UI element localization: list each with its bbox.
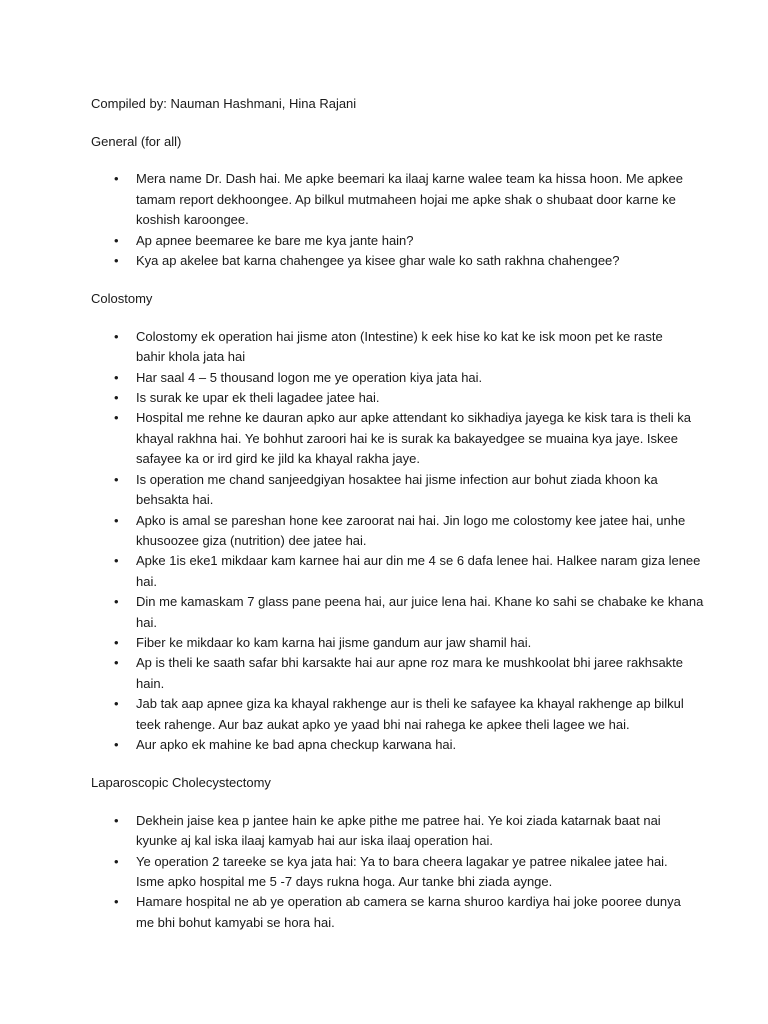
list-item-line: Is surak ke upar ek theli lagadee jatee hai. bbox=[136, 390, 380, 406]
list-item-line: bahir khola jata hai bbox=[136, 349, 246, 365]
list-item-line: Ap is theli ke saath safar bhi karsakte hai aur apne roz mara ke mushkoolat bhi jaree rakhsakte bbox=[136, 655, 684, 671]
bullet-icon: • bbox=[114, 410, 119, 426]
spacer bbox=[91, 114, 691, 132]
bullet-icon: • bbox=[114, 369, 119, 385]
list-item bbox=[91, 511, 691, 552]
bullet-icon: • bbox=[114, 390, 119, 406]
list-item-line: Din me kamaskam 7 glass pane peena hai, aur juice lena hai. Khane ko sahi se chabake ke khana bbox=[136, 594, 704, 610]
list-item-line: Hamare hospital ne ab ye operation ab camera se karna shuroo kardiya hai joke pooree dunya bbox=[136, 894, 681, 910]
list-item bbox=[91, 231, 691, 251]
list-item bbox=[91, 551, 701, 592]
list-item-line: Har saal 4 – 5 thousand logon me ye operation kiya jata hai. bbox=[136, 369, 483, 385]
list-item-line: hai. bbox=[136, 573, 157, 589]
list-item-line: behsakta hai. bbox=[136, 492, 214, 508]
bullet-icon: • bbox=[114, 253, 119, 269]
section-heading: General (for all) bbox=[91, 134, 182, 149]
spacer bbox=[91, 152, 691, 169]
bullet-icon: • bbox=[114, 655, 119, 671]
spacer bbox=[91, 794, 691, 811]
bullet-icon: • bbox=[114, 736, 119, 752]
bullet-list bbox=[91, 169, 691, 271]
list-item-line: Aur apko ek mahine ke bad apna checkup karwana hai. bbox=[136, 736, 457, 752]
list-item bbox=[91, 592, 704, 633]
bullet-icon: • bbox=[114, 512, 119, 528]
list-item-line: kyunke aj kal iska ilaaj kamyab hai aur iska ilaaj operation hai. bbox=[136, 833, 493, 849]
sections-container bbox=[91, 132, 704, 933]
list-item-line: Apko is amal se pareshan hone kee zaroorat nai hai. Jin logo me colostomy kee jatee hai, unhe bbox=[136, 512, 686, 528]
document-body bbox=[91, 94, 704, 933]
list-item bbox=[91, 408, 691, 469]
list-item bbox=[91, 169, 691, 230]
list-item-line: Isme apko hospital me 5 -7 days rukna hoga. Aur tanke bhi ziada aynge. bbox=[136, 874, 553, 889]
list-item-line: Dekhein jaise kea p jantee hain ke apke pithe me patree hai. Ye koi ziada katarnak baat nai bbox=[136, 812, 661, 828]
list-item-line: Mera name Dr. Dash hai. Me apke beemari ka ilaaj karne walee team ka hissa hoon. Me apkee bbox=[136, 171, 684, 187]
list-item bbox=[91, 892, 691, 933]
list-item-line: me bhi bohut kamyabi se hora hai. bbox=[136, 914, 335, 930]
list-item bbox=[91, 852, 691, 893]
list-item bbox=[91, 327, 691, 368]
section-heading: Laparoscopic Cholecystectomy bbox=[91, 775, 271, 791]
list-item bbox=[91, 653, 691, 694]
spacer bbox=[91, 310, 691, 327]
list-item-line: tamam report dekhoongee. Ap bilkul mutmaheen hojai me apke shak o shubaat door karne ke bbox=[136, 191, 676, 207]
bullet-icon: • bbox=[114, 232, 119, 248]
list-item bbox=[91, 811, 691, 852]
list-item bbox=[91, 251, 691, 271]
list-item bbox=[91, 470, 691, 511]
bullet-list bbox=[91, 811, 691, 933]
list-item-line: safayee ka or ird gird ke jild ka khayal rakha jaye. bbox=[136, 451, 420, 467]
list-item-line: Ap apnee beemaree ke bare me kya jante hain? bbox=[136, 232, 414, 248]
list-item-line: teek rahenge. Aur baz aukat apko ye yaad bhi nai rahega ke apkee theli lagee we hai. bbox=[136, 716, 630, 732]
bullet-icon: • bbox=[114, 634, 119, 650]
compiled-by-line: Compiled by: Nauman Hashmani, Hina Rajani bbox=[91, 96, 357, 111]
list-item-line: hain. bbox=[136, 675, 165, 691]
list-item-line: koshish karoongee. bbox=[136, 212, 249, 228]
list-item-line: Kya ap akelee bat karna chahengee ya kisee ghar wale ko sath rakhna chahengee? bbox=[136, 253, 620, 269]
list-item-line: Ye operation 2 tareeke se kya jata hai: Ya to bara cheera lagakar ye patree nikalee jatee hai. bbox=[136, 853, 668, 869]
section-heading: Colostomy bbox=[91, 291, 153, 307]
list-item bbox=[91, 694, 691, 735]
list-item-line: Is operation me chand sanjeedgiyan hosaktee hai jisme infection aur bohut ziada khoon ka bbox=[136, 471, 658, 487]
bullet-icon: • bbox=[114, 853, 119, 869]
list-item bbox=[91, 388, 691, 408]
bullet-icon: • bbox=[114, 894, 119, 910]
spacer bbox=[91, 271, 691, 289]
list-item-line: Jab tak aap apnee giza ka khayal rakhenge aur is theli ke safayee ka khayal rakhenge ap bilkul bbox=[136, 696, 684, 712]
bullet-icon: • bbox=[114, 171, 119, 187]
list-item-line: Hospital me rehne ke dauran apko aur apke attendant ko sikhadiya jayega ke kisk tara is theli ka bbox=[136, 410, 691, 426]
bullet-icon: • bbox=[114, 696, 119, 712]
list-item-line: Colostomy ek operation hai jisme aton (Intestine) k eek hise ko kat ke isk moon pet ke raste bbox=[136, 328, 663, 344]
bullet-icon: • bbox=[114, 553, 119, 569]
bullet-icon: • bbox=[114, 812, 119, 828]
list-item bbox=[91, 368, 691, 388]
list-item-line: khayal rakhna hai. Ye bohhut zaroori hai ke is surak ka bakayedgee se muaina kya jaye. Iskee bbox=[136, 430, 679, 446]
bullet-list bbox=[91, 327, 704, 756]
bullet-icon: • bbox=[114, 471, 119, 487]
list-item bbox=[91, 735, 691, 755]
bullet-icon: • bbox=[114, 328, 119, 344]
list-item-line: khusoozee giza (nutrition) dee jatee hai. bbox=[136, 532, 367, 548]
list-item bbox=[91, 633, 691, 653]
list-item-line: Fiber ke mikdaar ko kam karna hai jisme gandum aur jaw shamil hai. bbox=[136, 634, 532, 650]
bullet-icon: • bbox=[114, 594, 119, 610]
list-item-line: hai. bbox=[136, 614, 157, 630]
list-item-line: Apke 1is eke1 mikdaar kam karnee hai aur din me 4 se 6 dafa lenee hai. Halkee naram giza lenee bbox=[136, 553, 701, 569]
spacer bbox=[91, 755, 691, 773]
